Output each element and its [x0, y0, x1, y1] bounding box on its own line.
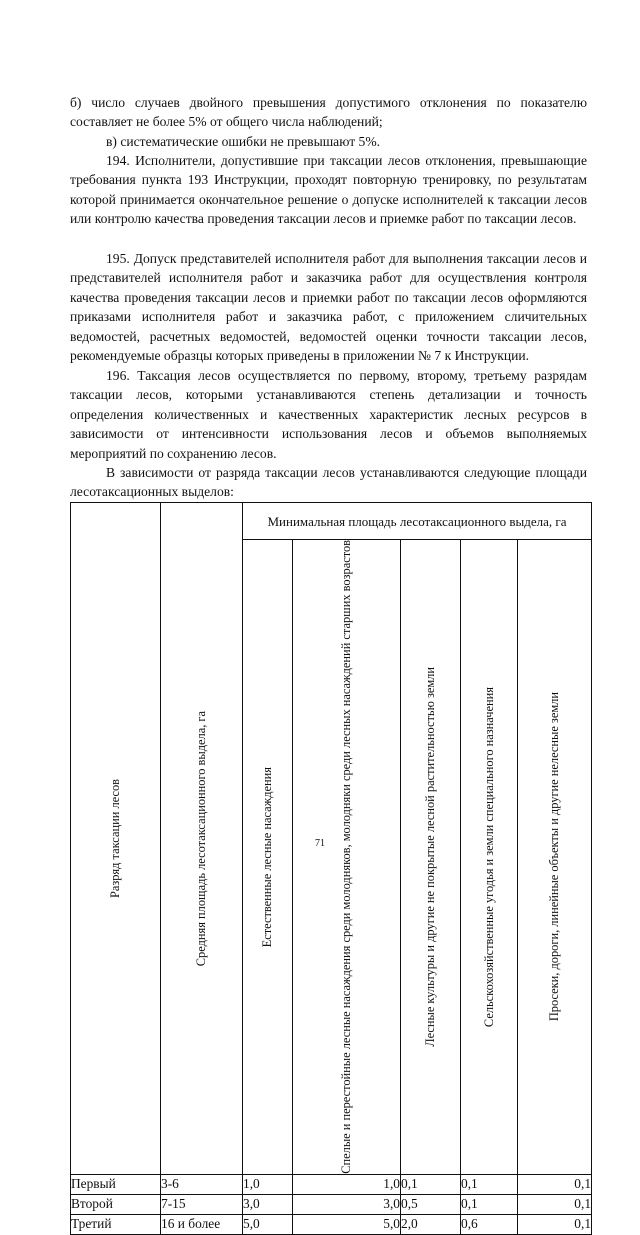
- header-min-area: Минимальная площадь лесотаксационного выдела, га: [243, 503, 592, 540]
- value-cell: 0,1: [461, 1174, 518, 1194]
- table-row: [71, 1214, 592, 1234]
- table-intro: В зависимости от разряда таксации лесов устанавливаются следующие площади лесотаксационных выделов:: [70, 465, 587, 500]
- value-cell: 5,0: [243, 1214, 293, 1234]
- value-cell: 0,1: [518, 1194, 592, 1214]
- areas-table: [70, 502, 592, 1235]
- value-cell: 3,0: [293, 1194, 401, 1214]
- avg-cell: 16 и более: [161, 1214, 243, 1234]
- header-col-mature-cell: [293, 540, 401, 1175]
- table-row: [71, 1174, 592, 1194]
- header-avg: Средняя площадь лесотаксационного выдела, га: [194, 710, 209, 966]
- header-col-cultures: Лесные культуры и другие не покрытые лесной растительностью земли: [423, 667, 438, 1047]
- header-col-agri-cell: [461, 540, 518, 1175]
- value-cell: 0,1: [401, 1174, 461, 1194]
- header-col-mature: Спелые и перестойные лесные насаждения среди молодняков, молодняки среди лесных насаждений старших возрастов: [339, 540, 354, 1174]
- value-cell: 0,1: [461, 1194, 518, 1214]
- value-cell: 1,0: [293, 1174, 401, 1194]
- paragraph-196: 196. Таксация лесов осуществляется по первому, второму, третьему разрядам таксации лесов, которыми устанавливаются степень детализации и точность определения количественных и качественных характеристик лесных ресурсов в зависимости от интенсивности использования лесов и объемов выполняемых мероприятий по сохранению лесов.: [70, 368, 587, 461]
- header-col-natural-cell: [243, 540, 293, 1175]
- table-row: [71, 1194, 592, 1214]
- paragraph-b: б) число случаев двойного превышения допустимого отклонения по показателю составляет не более 5% от общего числа наблюдений;: [70, 95, 587, 130]
- header-col-natural: Естественные лесные насаждения: [260, 766, 275, 948]
- header-col-cultures-cell: [401, 540, 461, 1175]
- value-cell: 2,0: [401, 1214, 461, 1234]
- value-cell: 5,0: [293, 1214, 401, 1234]
- paragraph-195: 195. Допуск представителей исполнителя работ для выполнения таксации лесов и представителей исполнителя работ и заказчика работ для осуществления контроля качества проведения таксации лесов и приемки работ по таксации лесов оформляются приказами исполнителя работ и заказчика работ, с приложением сличительных ведомостей, расчетных ведомостей, ведомостей оценки точности таксации лесов, рекомендуемые образцы которых приведены в приложении № 7 к Инструкции.: [70, 251, 587, 364]
- rank-cell: Третий: [71, 1214, 161, 1234]
- value-cell: 3,0: [243, 1194, 293, 1214]
- value-cell: 0,5: [401, 1194, 461, 1214]
- table-header-row-1: [71, 503, 592, 540]
- rank-cell: Первый: [71, 1174, 161, 1194]
- header-col-clearings-cell: [518, 540, 592, 1175]
- header-col-agri: Сельскохозяйственные угодья и земли специального назначения: [481, 686, 496, 1027]
- header-rank: Разряд таксации лесов: [108, 778, 123, 898]
- value-cell: 0,1: [518, 1214, 592, 1234]
- value-cell: 0,6: [461, 1214, 518, 1234]
- value-cell: 1,0: [243, 1174, 293, 1194]
- avg-cell: 3-6: [161, 1174, 243, 1194]
- value-cell: 0,1: [518, 1174, 592, 1194]
- avg-cell: 7-15: [161, 1194, 243, 1214]
- paragraph-194: 194. Исполнители, допустившие при таксации лесов отклонения, превышающие требования пункта 193 Инструкции, проходят повторную тренировку, по результатам которой принимается окончательное решение о допуске исполнителей к таксации лесов или контролю качества проведения таксации лесов и приемке работ по таксации лесов.: [70, 153, 587, 227]
- header-col-clearings: Просеки, дороги, линейные объекты и другие нелесные земли: [547, 692, 562, 1022]
- rank-cell: Второй: [71, 1194, 161, 1214]
- page-number: 71: [315, 838, 325, 849]
- paragraph-v: в) систематические ошибки не превышают 5%.: [106, 134, 381, 149]
